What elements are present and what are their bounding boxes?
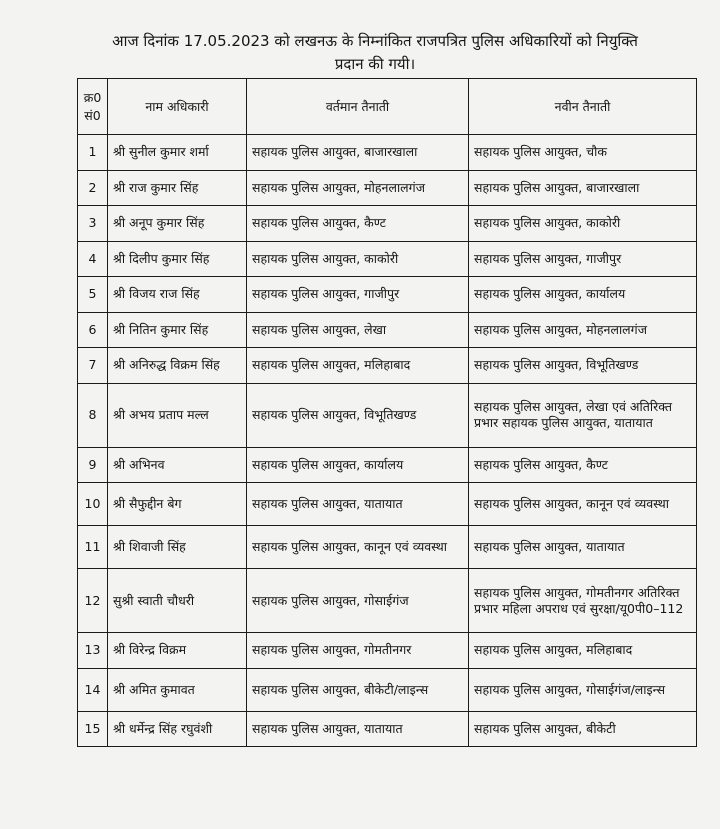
- serial-number: 9: [78, 447, 108, 483]
- serial-number: 7: [78, 348, 108, 384]
- table-row: [78, 711, 697, 747]
- new-posting: सहायक पुलिस आयुक्त, कैण्ट: [469, 447, 697, 483]
- officer-name: श्री नितिन कुमार सिंह: [108, 312, 247, 348]
- new-posting: सहायक पुलिस आयुक्त, गोसाईगंज/लाइन्स: [469, 668, 697, 711]
- heading-line-2: प्रदान की गयी।: [334, 55, 416, 73]
- officer-name: श्री धर्मेन्द्र सिंह रघुवंशी: [108, 711, 247, 747]
- current-posting: सहायक पुलिस आयुक्त, कानून एवं व्यवस्था: [247, 526, 469, 569]
- new-posting: सहायक पुलिस आयुक्त, कार्यालय: [469, 277, 697, 313]
- new-posting: सहायक पुलिस आयुक्त, चौक: [469, 135, 697, 171]
- serial-number: 8: [78, 383, 108, 447]
- current-posting: सहायक पुलिस आयुक्त, मोहनलालगंज: [247, 170, 469, 206]
- table-row: [78, 277, 697, 313]
- header-new-posting: नवीन तैनाती: [469, 79, 697, 135]
- serial-number: 2: [78, 170, 108, 206]
- new-posting: सहायक पुलिस आयुक्त, गाजीपुर: [469, 241, 697, 277]
- current-posting: सहायक पुलिस आयुक्त, यातायात: [247, 711, 469, 747]
- officer-name: श्री सैफुद्दीन बेग: [108, 483, 247, 526]
- header-serial-number: [78, 79, 108, 135]
- current-posting: सहायक पुलिस आयुक्त, मलिहाबाद: [247, 348, 469, 384]
- officer-name: श्री दिलीप कुमार सिंह: [108, 241, 247, 277]
- serial-number: 15: [78, 711, 108, 747]
- current-posting: सहायक पुलिस आयुक्त, विभूतिखण्ड: [247, 383, 469, 447]
- table-header-row: [78, 79, 697, 135]
- current-posting: सहायक पुलिस आयुक्त, बाजारखाला: [247, 135, 469, 171]
- header-serial-line-1: क्र0: [83, 89, 102, 105]
- header-serial-line-2: सं0: [84, 107, 101, 123]
- officer-name: श्री अनूप कुमार सिंह: [108, 206, 247, 242]
- officer-name: श्री विजय राज सिंह: [108, 277, 247, 313]
- new-posting: सहायक पुलिस आयुक्त, विभूतिखण्ड: [469, 348, 697, 384]
- serial-number: 3: [78, 206, 108, 242]
- table-row: [78, 135, 697, 171]
- table-row: [78, 633, 697, 669]
- serial-number: 4: [78, 241, 108, 277]
- current-posting: सहायक पुलिस आयुक्त, कार्यालय: [247, 447, 469, 483]
- officer-name: श्री अनिरुद्ध विक्रम सिंह: [108, 348, 247, 384]
- current-posting: सहायक पुलिस आयुक्त, बीकेटी/लाइन्स: [247, 668, 469, 711]
- new-posting: सहायक पुलिस आयुक्त, गोमतीनगर अतिरिक्त प्रभार महिला अपराध एवं सुरक्षा/यू0पी0–112: [469, 569, 697, 633]
- new-posting: सहायक पुलिस आयुक्त, यातायात: [469, 526, 697, 569]
- current-posting: सहायक पुलिस आयुक्त, गोमतीनगर: [247, 633, 469, 669]
- table-row: [78, 241, 697, 277]
- table-row: [78, 206, 697, 242]
- new-posting: सहायक पुलिस आयुक्त, बीकेटी: [469, 711, 697, 747]
- table-row: [78, 383, 697, 447]
- officer-name: श्री अमित कुमावत: [108, 668, 247, 711]
- new-posting: सहायक पुलिस आयुक्त, कानून एवं व्यवस्था: [469, 483, 697, 526]
- table-row: [78, 348, 697, 384]
- table-row: [78, 526, 697, 569]
- document-heading: [70, 30, 680, 76]
- officer-name: श्री राज कुमार सिंह: [108, 170, 247, 206]
- serial-number: 10: [78, 483, 108, 526]
- header-officer-name: नाम अधिकारी: [108, 79, 247, 135]
- new-posting: सहायक पुलिस आयुक्त, लेखा एवं अतिरिक्त प्रभार सहायक पुलिस आयुक्त, यातायात: [469, 383, 697, 447]
- serial-number: 5: [78, 277, 108, 313]
- officer-name: सुश्री स्वाती चौधरी: [108, 569, 247, 633]
- table-row: [78, 170, 697, 206]
- officer-name: श्री विरेन्द्र विक्रम: [108, 633, 247, 669]
- current-posting: सहायक पुलिस आयुक्त, गोसाईगंज: [247, 569, 469, 633]
- current-posting: सहायक पुलिस आयुक्त, काकोरी: [247, 241, 469, 277]
- serial-number: 13: [78, 633, 108, 669]
- officer-name: श्री सुनील कुमार शर्मा: [108, 135, 247, 171]
- current-posting: सहायक पुलिस आयुक्त, यातायात: [247, 483, 469, 526]
- serial-number: 12: [78, 569, 108, 633]
- new-posting: सहायक पुलिस आयुक्त, मलिहाबाद: [469, 633, 697, 669]
- new-posting: सहायक पुलिस आयुक्त, मोहनलालगंज: [469, 312, 697, 348]
- new-posting: सहायक पुलिस आयुक्त, काकोरी: [469, 206, 697, 242]
- serial-number: 14: [78, 668, 108, 711]
- officer-name: श्री शिवाजी सिंह: [108, 526, 247, 569]
- table-row: [78, 447, 697, 483]
- current-posting: सहायक पुलिस आयुक्त, गाजीपुर: [247, 277, 469, 313]
- officer-name: श्री अभिनव: [108, 447, 247, 483]
- serial-number: 11: [78, 526, 108, 569]
- current-posting: सहायक पुलिस आयुक्त, कैण्ट: [247, 206, 469, 242]
- table-row: [78, 312, 697, 348]
- table-row: [78, 483, 697, 526]
- officer-name: श्री अभय प्रताप मल्ल: [108, 383, 247, 447]
- header-current-posting: वर्तमान तैनाती: [247, 79, 469, 135]
- heading-line-1: आज दिनांक 17.05.2023 को लखनऊ के निम्नांकित राजपत्रित पुलिस अधिकारियों को नियुक्ति: [112, 32, 638, 50]
- new-posting: सहायक पुलिस आयुक्त, बाजारखाला: [469, 170, 697, 206]
- postings-table: [77, 78, 697, 747]
- table-row: [78, 569, 697, 633]
- serial-number: 6: [78, 312, 108, 348]
- current-posting: सहायक पुलिस आयुक्त, लेखा: [247, 312, 469, 348]
- table-row: [78, 668, 697, 711]
- serial-number: 1: [78, 135, 108, 171]
